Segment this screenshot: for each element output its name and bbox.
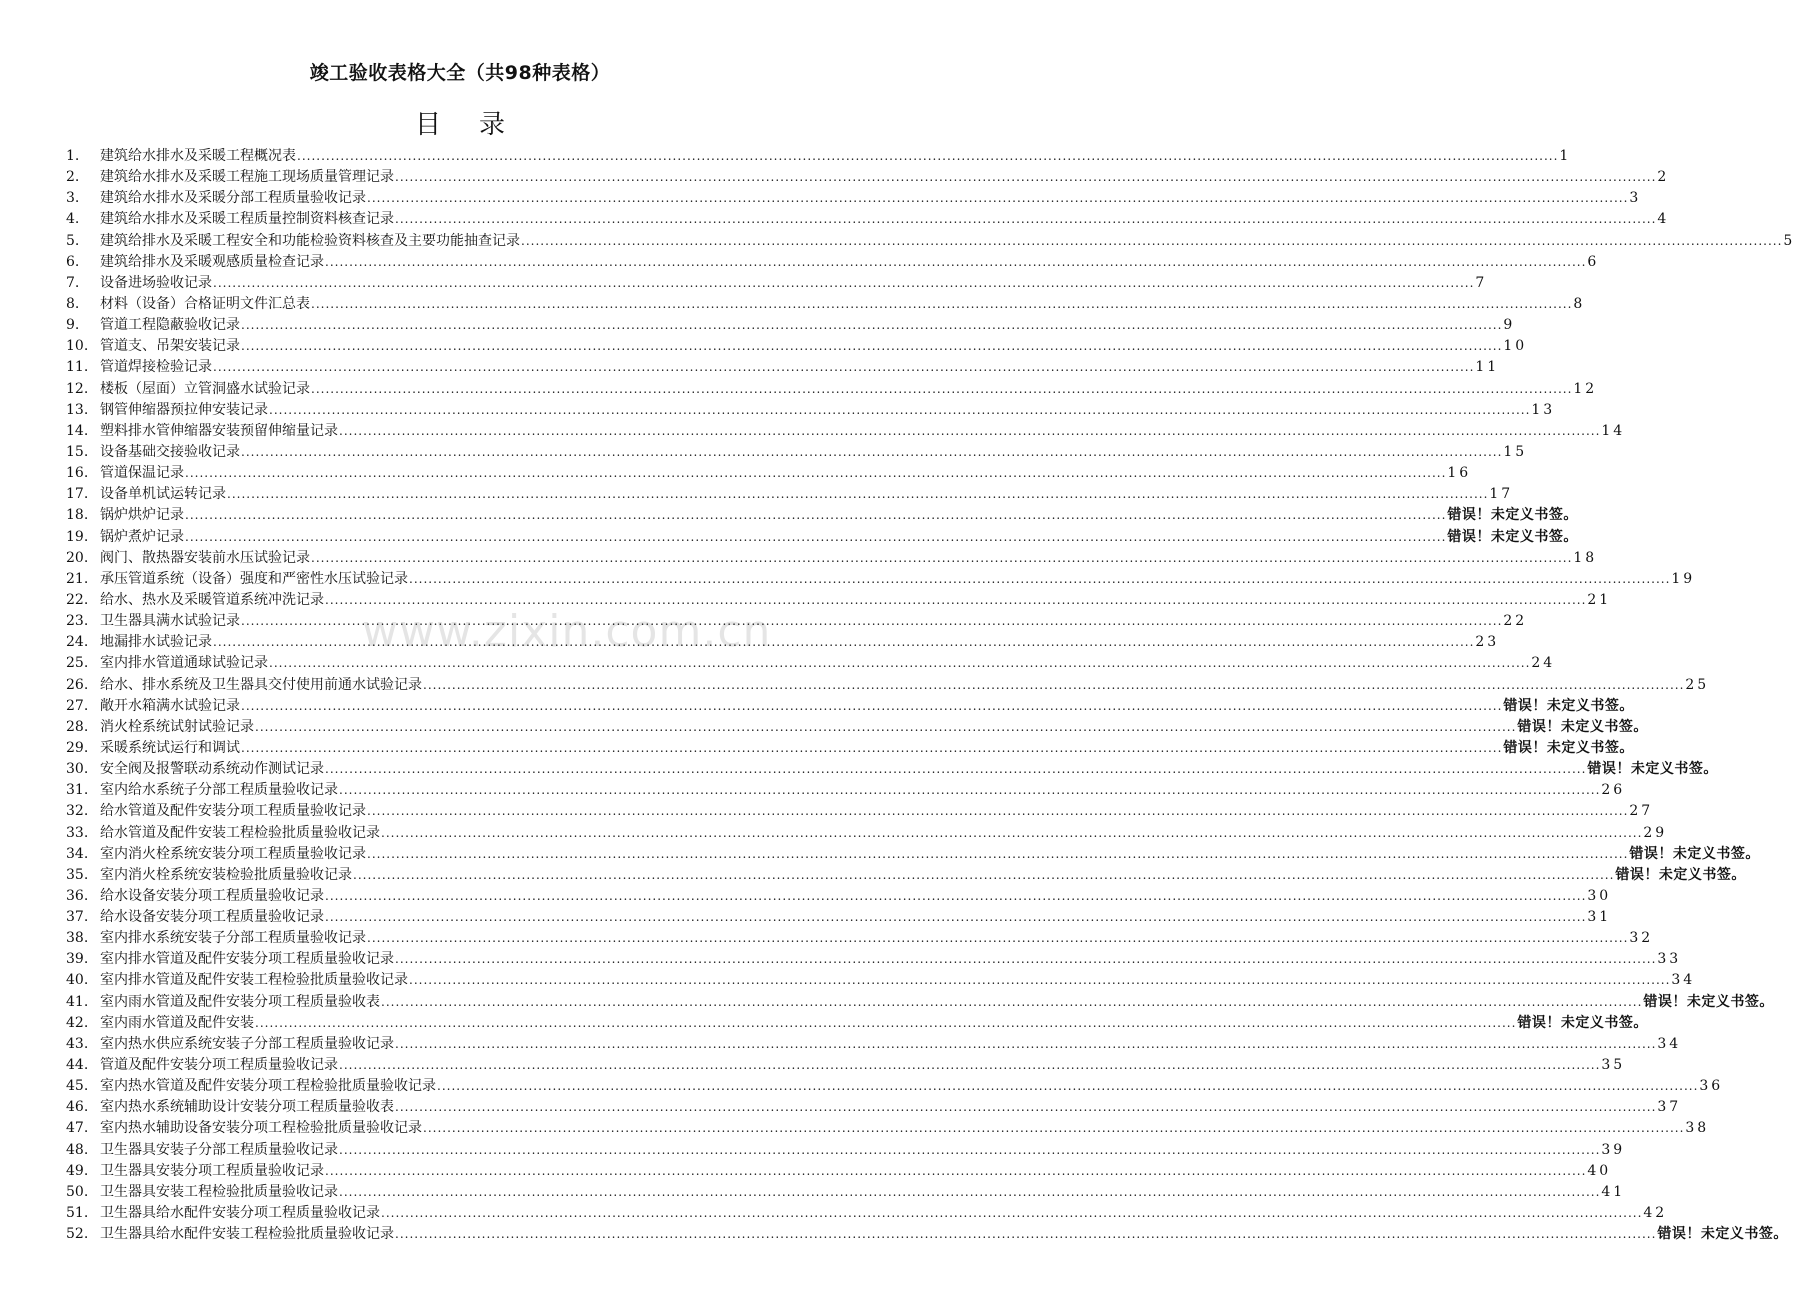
toc-dot-leader xyxy=(311,548,1572,569)
toc-dot-leader xyxy=(241,611,1502,632)
toc-entry-page-number: 35 xyxy=(1601,1057,1626,1074)
toc-dot-leader xyxy=(325,590,1586,611)
toc-entry-number: 46. xyxy=(66,1099,89,1116)
toc-entry-error-reference: 错误！未定义书签。 xyxy=(1517,1014,1648,1031)
toc-entry-page-number: 31 xyxy=(1587,909,1612,926)
toc-entry-page-number: 42 xyxy=(1643,1205,1668,1222)
toc-entry-page-number: 5 xyxy=(1783,232,1795,249)
toc-entry[interactable] xyxy=(66,357,1500,378)
toc-entry-number: 51. xyxy=(66,1205,89,1222)
toc-entry-page-number: 26 xyxy=(1601,782,1626,799)
toc-entry-number: 22. xyxy=(66,591,89,608)
toc-entry-page-number: 18 xyxy=(1573,549,1598,566)
toc-entry-title: 卫生器具给水配件安装工程检验批质量验收记录 xyxy=(100,1226,394,1243)
toc-entry[interactable] xyxy=(66,801,1654,822)
toc-entry-page-number: 38 xyxy=(1685,1120,1710,1137)
toc-entry-title: 室内排水管道通球试验记录 xyxy=(100,655,268,672)
toc-entry[interactable] xyxy=(66,252,1600,273)
toc-entry[interactable] xyxy=(66,484,1514,505)
toc-entry-page-number: 11 xyxy=(1475,359,1500,376)
toc-entry[interactable] xyxy=(66,379,1598,400)
toc-entry-title: 给水、排水系统及卫生器具交付使用前通水试验记录 xyxy=(100,676,422,693)
toc-entry[interactable] xyxy=(66,167,1670,188)
toc-dot-leader xyxy=(241,315,1502,336)
toc-entry-title: 锅炉煮炉记录 xyxy=(100,528,184,545)
toc-entry-error-reference: 错误！未定义书签。 xyxy=(1629,845,1760,862)
toc-dot-leader xyxy=(395,209,1656,230)
toc-entry[interactable] xyxy=(66,611,1528,632)
toc-entry-number: 48. xyxy=(66,1141,89,1158)
toc-entry-page-number: 19 xyxy=(1671,570,1696,587)
toc-entry[interactable] xyxy=(66,1182,1626,1203)
toc-entry[interactable] xyxy=(66,1034,1682,1055)
toc-entry[interactable] xyxy=(66,231,1795,252)
toc-entry-page-number: 30 xyxy=(1587,887,1612,904)
toc-entry-number: 16. xyxy=(66,465,89,482)
toc-entry-number: 17. xyxy=(66,486,89,503)
toc-entry[interactable] xyxy=(66,146,1572,167)
toc-entry-error-reference: 错误！未定义书签。 xyxy=(1503,739,1634,756)
toc-entry[interactable] xyxy=(66,865,1746,886)
toc-entry-page-number: 22 xyxy=(1503,613,1528,630)
toc-dot-leader xyxy=(213,357,1474,378)
toc-entry-title: 室内排水管道及配件安装分项工程质量验收记录 xyxy=(100,951,394,968)
toc-entry-number: 6. xyxy=(66,253,80,270)
toc-entry[interactable] xyxy=(66,188,1642,209)
toc-entry-error-reference: 错误！未定义书签。 xyxy=(1517,718,1648,735)
toc-entry-title: 地漏排水试验记录 xyxy=(100,634,212,651)
toc-entry-page-number: 4 xyxy=(1657,211,1670,228)
toc-entry-title: 塑料排水管伸缩器安装预留伸缩量记录 xyxy=(100,422,338,439)
toc-entry-title: 建筑给水排水及采暖工程施工现场质量管理记录 xyxy=(100,169,394,186)
toc-entry-number: 9. xyxy=(66,317,80,334)
toc-entry-title: 建筑给水排水及采暖工程概况表 xyxy=(100,148,296,164)
toc-entry[interactable] xyxy=(66,823,1668,844)
toc-dot-leader xyxy=(381,1203,1642,1224)
toc-dot-leader xyxy=(185,527,1446,548)
toc-entry-error-reference: 错误！未定义书签。 xyxy=(1643,993,1774,1010)
toc-entry[interactable] xyxy=(66,294,1586,315)
toc-entry-error-reference: 错误！未定义书签。 xyxy=(1615,866,1746,883)
toc-entry[interactable] xyxy=(66,1013,1648,1034)
toc-entry-number: 42. xyxy=(66,1014,89,1031)
toc-entry-page-number: 24 xyxy=(1531,655,1556,672)
toc-entry[interactable] xyxy=(66,273,1488,294)
toc-entry[interactable] xyxy=(66,992,1774,1013)
toc-dot-leader xyxy=(395,949,1656,970)
toc-dot-leader xyxy=(241,696,1502,717)
toc-entry-page-number: 21 xyxy=(1587,591,1612,608)
toc-dot-leader xyxy=(241,738,1502,759)
toc-entry-number: 52. xyxy=(66,1226,89,1243)
toc-entry-title: 建筑给水排水及采暖分部工程质量验收记录 xyxy=(100,190,366,207)
toc-entry-number: 49. xyxy=(66,1162,89,1179)
toc-entry-number: 38. xyxy=(66,930,89,947)
toc-entry[interactable] xyxy=(66,590,1612,611)
toc-entry-number: 24. xyxy=(66,634,89,651)
toc-entry-number: 23. xyxy=(66,613,89,630)
toc-entry-number: 47. xyxy=(66,1120,89,1137)
table-of-contents xyxy=(66,146,1795,1245)
toc-entry-title: 建筑给水排水及采暖工程质量控制资料核查记录 xyxy=(100,211,394,228)
toc-entry-page-number: 8 xyxy=(1573,295,1586,312)
toc-entry-title: 承压管道系统（设备）强度和严密性水压试验记录 xyxy=(100,570,408,587)
toc-entry[interactable] xyxy=(66,315,1516,336)
toc-entry-number: 45. xyxy=(66,1078,89,1095)
toc-dot-leader xyxy=(325,759,1586,780)
toc-entry-title: 安全阀及报警联动系统动作测试记录 xyxy=(100,761,324,778)
toc-entry-title: 管道保温记录 xyxy=(100,465,184,482)
toc-entry-title: 给水管道及配件安装工程检验批质量验收记录 xyxy=(100,824,380,841)
toc-entry-number: 29. xyxy=(66,739,89,756)
toc-dot-leader xyxy=(423,675,1684,696)
toc-entry[interactable] xyxy=(66,886,1612,907)
toc-entry-title: 室内消火栓系统安装分项工程质量验收记录 xyxy=(100,845,366,862)
toc-dot-leader xyxy=(241,442,1502,463)
toc-entry-error-reference: 错误！未定义书签。 xyxy=(1657,1226,1788,1243)
toc-dot-leader xyxy=(227,484,1488,505)
toc-entry-title: 给水设备安装分项工程质量验收记录 xyxy=(100,909,324,926)
toc-entry-number: 50. xyxy=(66,1183,89,1200)
toc-entry-title: 管道工程隐蔽验收记录 xyxy=(100,317,240,334)
toc-entry-title: 设备基础交接验收记录 xyxy=(100,443,240,460)
toc-entry-title: 卫生器具安装工程检验批质量验收记录 xyxy=(100,1183,338,1200)
toc-entry-number: 12. xyxy=(66,380,89,397)
toc-entry[interactable] xyxy=(66,1224,1788,1245)
toc-entry-number: 3. xyxy=(66,190,80,207)
toc-dot-leader xyxy=(395,1097,1656,1118)
toc-entry[interactable] xyxy=(66,336,1528,357)
toc-dot-leader xyxy=(339,780,1600,801)
toc-entry-error-reference: 错误！未定义书签。 xyxy=(1587,761,1718,778)
toc-entry-page-number: 14 xyxy=(1601,422,1626,439)
toc-entry-number: 41. xyxy=(66,993,89,1010)
toc-entry[interactable] xyxy=(66,949,1682,970)
toc-entry-number: 30. xyxy=(66,761,89,778)
toc-entry-title: 建筑给排水及采暖观感质量检查记录 xyxy=(100,253,324,270)
toc-entry-number: 5. xyxy=(66,232,80,249)
toc-entry[interactable] xyxy=(66,970,1696,991)
toc-dot-leader xyxy=(185,505,1446,526)
toc-entry-page-number: 6 xyxy=(1587,253,1600,270)
toc-entry[interactable] xyxy=(66,696,1634,717)
toc-dot-leader xyxy=(521,231,1782,252)
toc-dot-leader xyxy=(311,379,1572,400)
toc-dot-leader xyxy=(339,421,1600,442)
toc-entry-number: 28. xyxy=(66,718,89,735)
toc-dot-leader xyxy=(395,1224,1656,1245)
toc-entry[interactable] xyxy=(66,1076,1724,1097)
toc-dot-leader xyxy=(325,252,1586,273)
toc-dot-leader xyxy=(367,801,1628,822)
toc-entry[interactable] xyxy=(66,1140,1626,1161)
toc-entry[interactable] xyxy=(66,421,1626,442)
toc-dot-leader xyxy=(213,273,1474,294)
toc-entry-page-number: 15 xyxy=(1503,443,1528,460)
toc-entry-page-number: 37 xyxy=(1657,1099,1682,1116)
toc-dot-leader xyxy=(297,146,1558,167)
toc-entry-page-number: 40 xyxy=(1587,1162,1612,1179)
toc-entry-number: 27. xyxy=(66,697,89,714)
toc-entry-page-number: 10 xyxy=(1503,338,1528,355)
toc-entry-number: 20. xyxy=(66,549,89,566)
toc-entry-number: 26. xyxy=(66,676,89,693)
toc-entry-title: 管道支、吊架安装记录 xyxy=(100,338,240,355)
toc-dot-leader xyxy=(185,463,1446,484)
toc-entry[interactable] xyxy=(66,653,1556,674)
toc-entry-number: 35. xyxy=(66,866,89,883)
toc-dot-leader xyxy=(409,970,1670,991)
toc-dot-leader xyxy=(255,1013,1516,1034)
toc-entry[interactable] xyxy=(66,928,1654,949)
toc-entry[interactable] xyxy=(66,844,1760,865)
toc-entry-page-number: 23 xyxy=(1475,634,1500,651)
toc-entry-page-number: 36 xyxy=(1699,1078,1724,1095)
toc-entry-number: 11. xyxy=(66,359,89,376)
toc-entry-page-number: 29 xyxy=(1643,824,1668,841)
toc-entry-error-reference: 错误！未定义书签。 xyxy=(1503,697,1634,714)
toc-entry-number: 10. xyxy=(66,338,89,355)
toc-entry-page-number: 33 xyxy=(1657,951,1682,968)
toc-entry-page-number: 7 xyxy=(1475,274,1488,291)
toc-entry-title: 卫生器具安装子分部工程质量验收记录 xyxy=(100,1141,338,1158)
toc-entry-title: 室内排水系统安装子分部工程质量验收记录 xyxy=(100,930,366,947)
toc-dot-leader xyxy=(367,928,1628,949)
toc-entry-number: 44. xyxy=(66,1057,89,1074)
toc-entry[interactable] xyxy=(66,463,1472,484)
toc-dot-leader xyxy=(339,1055,1600,1076)
toc-entry-number: 40. xyxy=(66,972,89,989)
toc-dot-leader xyxy=(325,886,1586,907)
toc-entry-page-number: 41 xyxy=(1601,1183,1626,1200)
toc-entry-title: 设备进场验收记录 xyxy=(100,274,212,291)
toc-entry[interactable] xyxy=(66,548,1598,569)
toc-entry-title: 室内热水供应系统安装子分部工程质量验收记录 xyxy=(100,1035,394,1052)
toc-entry[interactable] xyxy=(66,1161,1612,1182)
toc-entry[interactable] xyxy=(66,505,1578,526)
toc-entry-title: 楼板（屋面）立管洞盛水试验记录 xyxy=(100,380,310,397)
toc-entry[interactable] xyxy=(66,717,1648,738)
toc-entry-page-number: 34 xyxy=(1671,972,1696,989)
toc-entry-number: 1. xyxy=(66,148,80,164)
toc-entry-number: 14. xyxy=(66,422,89,439)
toc-entry-title: 建筑给排水及采暖工程安全和功能检验资料核查及主要功能抽查记录 xyxy=(100,232,520,249)
toc-dot-leader xyxy=(325,907,1586,928)
toc-entry-number: 32. xyxy=(66,803,89,820)
toc-entry-title: 室内消火栓系统安装检验批质量验收记录 xyxy=(100,866,352,883)
toc-entry[interactable] xyxy=(66,907,1612,928)
toc-entry-title: 卫生器具给水配件安装分项工程质量验收记录 xyxy=(100,1205,380,1222)
toc-entry-error-reference: 错误！未定义书签。 xyxy=(1447,528,1578,545)
toc-entry-number: 39. xyxy=(66,951,89,968)
toc-dot-leader xyxy=(255,717,1516,738)
toc-entry-number: 34. xyxy=(66,845,89,862)
toc-dot-leader xyxy=(381,823,1642,844)
toc-entry-number: 21. xyxy=(66,570,89,587)
toc-entry[interactable] xyxy=(66,527,1578,548)
toc-entry-title: 室内雨水管道及配件安装 xyxy=(100,1014,254,1031)
toc-entry-number: 25. xyxy=(66,655,89,672)
toc-entry-title: 给水设备安装分项工程质量验收记录 xyxy=(100,887,324,904)
toc-dot-leader xyxy=(395,1034,1656,1055)
toc-entry[interactable] xyxy=(66,400,1556,421)
toc-entry-page-number: 17 xyxy=(1489,486,1514,503)
toc-entry[interactable] xyxy=(66,675,1710,696)
toc-entry-number: 15. xyxy=(66,443,89,460)
toc-entry-title: 卫生器具安装分项工程质量验收记录 xyxy=(100,1162,324,1179)
toc-dot-leader xyxy=(339,1140,1600,1161)
toc-entry-number: 37. xyxy=(66,909,89,926)
toc-entry-title: 室内热水辅助设备安装分项工程检验批质量验收记录 xyxy=(100,1120,422,1137)
toc-entry-title: 消火栓系统试射试验记录 xyxy=(100,718,254,735)
toc-entry[interactable] xyxy=(66,1203,1668,1224)
toc-entry-number: 8. xyxy=(66,295,80,312)
toc-entry-number: 31. xyxy=(66,782,89,799)
toc-dot-leader xyxy=(269,400,1530,421)
document-title: 竣工验收表格大全（共98种表格） xyxy=(309,62,611,84)
toc-entry-title: 室内给水系统子分部工程质量验收记录 xyxy=(100,782,338,799)
toc-entry-title: 卫生器具满水试验记录 xyxy=(100,613,240,630)
toc-dot-leader xyxy=(423,1118,1684,1139)
watermark: www.zixin.com.cn xyxy=(362,606,772,657)
toc-dot-leader xyxy=(367,188,1628,209)
toc-entry-number: 33. xyxy=(66,824,89,841)
toc-entry-page-number: 12 xyxy=(1573,380,1598,397)
toc-entry-title: 室内热水系统辅助设计安装分项工程质量验收表 xyxy=(100,1099,394,1116)
toc-entry-page-number: 27 xyxy=(1629,803,1654,820)
toc-entry[interactable] xyxy=(66,569,1696,590)
toc-entry-number: 7. xyxy=(66,274,80,291)
toc-entry-title: 敞开水箱满水试验记录 xyxy=(100,697,240,714)
toc-entry[interactable] xyxy=(66,1055,1626,1076)
toc-entry-page-number: 32 xyxy=(1629,930,1654,947)
toc-entry-number: 4. xyxy=(66,211,80,228)
toc-entry-page-number: 39 xyxy=(1601,1141,1626,1158)
toc-entry-page-number: 3 xyxy=(1629,190,1642,207)
toc-dot-leader xyxy=(339,1182,1600,1203)
toc-heading: 目录 xyxy=(414,110,543,140)
toc-dot-leader xyxy=(353,865,1614,886)
toc-entry-number: 18. xyxy=(66,507,89,524)
toc-entry-title: 阀门、散热器安装前水压试验记录 xyxy=(100,549,310,566)
toc-entry-title: 锅炉烘炉记录 xyxy=(100,507,184,524)
toc-entry-page-number: 13 xyxy=(1531,401,1556,418)
toc-entry-title: 管道及配件安装分项工程质量验收记录 xyxy=(100,1057,338,1074)
toc-entry-title: 设备单机试运转记录 xyxy=(100,486,226,503)
toc-entry-page-number: 2 xyxy=(1657,169,1670,186)
toc-dot-leader xyxy=(311,294,1572,315)
toc-entry[interactable] xyxy=(66,1118,1710,1139)
toc-entry-title: 室内雨水管道及配件安装分项工程质量验收表 xyxy=(100,993,380,1010)
toc-entry-title: 室内排水管道及配件安装工程检验批质量验收记录 xyxy=(100,972,408,989)
toc-entry-page-number: 34 xyxy=(1657,1035,1682,1052)
toc-entry-page-number: 1 xyxy=(1559,148,1572,164)
toc-entry-title: 室内热水管道及配件安装分项工程检验批质量验收记录 xyxy=(100,1078,436,1095)
toc-entry[interactable] xyxy=(66,780,1626,801)
toc-entry-number: 43. xyxy=(66,1035,89,1052)
toc-entry-title: 给水管道及配件安装分项工程质量验收记录 xyxy=(100,803,366,820)
toc-dot-leader xyxy=(269,653,1530,674)
toc-entry[interactable] xyxy=(66,759,1718,780)
toc-entry-title: 给水、热水及采暖管道系统冲洗记录 xyxy=(100,591,324,608)
toc-entry-number: 2. xyxy=(66,169,80,186)
toc-entry-title: 钢管伸缩器预拉伸安装记录 xyxy=(100,401,268,418)
toc-entry-page-number: 9 xyxy=(1503,317,1516,334)
toc-dot-leader xyxy=(381,992,1642,1013)
toc-entry-number: 19. xyxy=(66,528,89,545)
toc-entry-page-number: 25 xyxy=(1685,676,1710,693)
toc-entry[interactable] xyxy=(66,632,1500,653)
toc-dot-leader xyxy=(367,844,1628,865)
toc-dot-leader xyxy=(325,1161,1586,1182)
toc-dot-leader xyxy=(437,1076,1698,1097)
toc-dot-leader xyxy=(409,569,1670,590)
toc-entry-title: 采暖系统试运行和调试 xyxy=(100,739,240,756)
toc-dot-leader xyxy=(241,336,1502,357)
toc-entry[interactable] xyxy=(66,442,1528,463)
toc-entry[interactable] xyxy=(66,1097,1682,1118)
toc-entry-error-reference: 错误！未定义书签。 xyxy=(1447,507,1578,524)
toc-entry-number: 36. xyxy=(66,887,89,904)
toc-entry-number: 13. xyxy=(66,401,89,418)
toc-dot-leader xyxy=(213,632,1474,653)
toc-entry-page-number: 16 xyxy=(1447,465,1472,482)
toc-dot-leader xyxy=(395,167,1656,188)
toc-entry[interactable] xyxy=(66,738,1634,759)
toc-entry[interactable] xyxy=(66,209,1670,230)
toc-entry-title: 材料（设备）合格证明文件汇总表 xyxy=(100,295,310,312)
toc-entry-title: 管道焊接检验记录 xyxy=(100,359,212,376)
